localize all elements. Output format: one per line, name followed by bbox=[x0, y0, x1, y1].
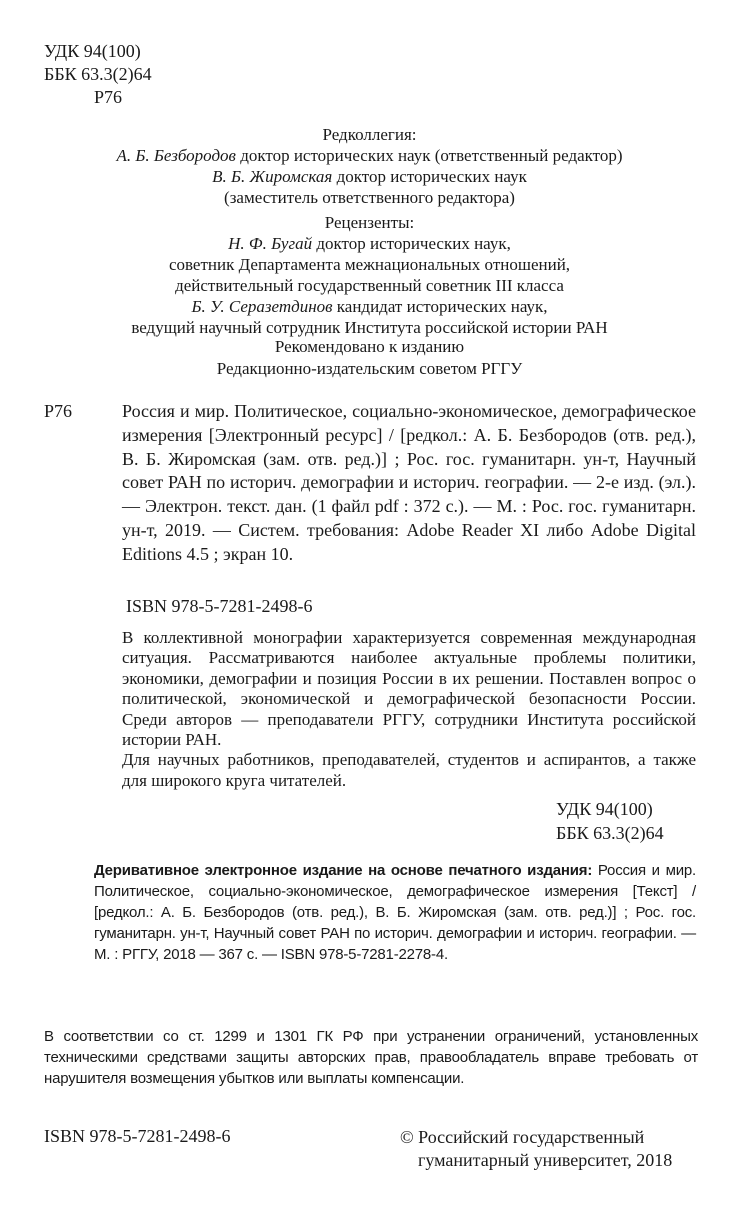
classification-block bbox=[44, 40, 152, 109]
catalog-entry: Россия и мир. Политическое, социально-экономическое, демографическое измерения [Электронный ресурс] / [редкол.: А. Б. Безбородов (отв. ред.), В. Б. Жиромская (зам. отв. ред.)] ; Рос. гос. гуманитарн. ун-т, Научный совет РАН по историч. демографии и историч. географии. — 2-е изд. (эл.). — Электрон. текст. дан. (1 файл pdf : 372 с.). — М. : Рос. гос. гуманитарн. ун-т, 2019. — Систем. требования: Adobe Reader XI либо Adobe Digital Editions 4.5 ; экран 10. bbox=[122, 401, 696, 564]
reviewers bbox=[0, 212, 739, 338]
editorial-member-2 bbox=[0, 166, 739, 187]
member-role: доктор исторических наук (ответственный редактор) bbox=[240, 146, 623, 165]
recommendation bbox=[0, 336, 739, 380]
reviewer-1 bbox=[0, 233, 739, 254]
footer-isbn: ISBN 978-5-7281-2498-6 bbox=[44, 1126, 231, 1146]
author-mark: Р76 bbox=[94, 87, 123, 107]
catalog-mark: Р76 bbox=[44, 401, 73, 421]
editorial-member-2-role-cont: (заместитель ответственного редактора) bbox=[224, 188, 515, 207]
catalog-isbn: ISBN 978-5-7281-2498-6 bbox=[126, 596, 313, 616]
reviewers-heading: Рецензенты: bbox=[324, 213, 415, 232]
member-name: В. Б. Жиромская bbox=[212, 167, 333, 186]
annotation bbox=[122, 628, 696, 791]
copyright-line2: гуманитарный университет, 2018 bbox=[418, 1150, 673, 1170]
member-name: А. Б. Безбородов bbox=[116, 146, 236, 165]
reviewer-1-line3: действительный государственный советник III класса bbox=[175, 276, 564, 295]
reviewer-2 bbox=[0, 296, 739, 317]
member-role: доктор исторических наук bbox=[336, 167, 527, 186]
derivative-edition-note bbox=[94, 860, 696, 965]
annotation-paragraph-1: В коллективной монографии характеризуется современная международная ситуация. Рассматриваются наиболее актуальные проблемы политики, экономики, демографии и позиция России в их решении. Поставлен вопрос о политической, экономической и демографической безопасности России. Среди авторов — преподаватели РГГУ, сотрудники Института российской истории РАН. bbox=[122, 628, 696, 750]
derivative-label: Деривативное электронное издание на основе печатного издания: bbox=[94, 862, 593, 879]
derivative-text: Россия и мир. Политическое, социально-экономическое, демографическое измерения [Текст] / [редкол.: А. Б. Безбородов (отв. ред.), В. Б. Жиромская (зам. отв. ред.)] ; Рос. гос. гуманитарн. ун-т, Научный совет РАН по историч. демографии и историч. географии. — М. : РГГУ, 2018 — 367 с. — ISBN 978-5-7281-2278-4. bbox=[94, 862, 696, 963]
reviewer-name: Б. У. Серазетдинов bbox=[191, 297, 333, 316]
annotation-paragraph-2: Для научных работников, преподавателей, студентов и аспирантов, а также для широкого круга читателей. bbox=[122, 750, 696, 790]
copyright-line1: © Российский государственный bbox=[400, 1127, 645, 1147]
reviewer-role: кандидат исторических наук, bbox=[336, 297, 548, 316]
recommendation-line1: Рекомендовано к изданию bbox=[274, 337, 465, 356]
udk-code-repeat: УДК 94(100) bbox=[556, 799, 653, 819]
bbk-code: ББК 63.3(2)64 bbox=[44, 64, 152, 84]
udk-code: УДК 94(100) bbox=[44, 41, 141, 61]
classification-repeat bbox=[556, 797, 664, 845]
reviewer-name: Н. Ф. Бугай bbox=[228, 234, 313, 253]
editorial-member-1 bbox=[0, 145, 739, 166]
bbk-code-repeat: ББК 63.3(2)64 bbox=[556, 823, 664, 843]
reviewer-1-line2: советник Департамента межнациональных отношений, bbox=[168, 255, 571, 274]
copyright bbox=[400, 1126, 672, 1172]
reviewer-2-line2: ведущий научный сотрудник Института российской истории РАН bbox=[131, 318, 608, 337]
editorial-heading: Редколлегия: bbox=[322, 125, 417, 144]
reviewer-role: доктор исторических наук, bbox=[316, 234, 511, 253]
editorial-board bbox=[0, 124, 739, 208]
recommendation-line2: Редакционно-издательским советом РГГУ bbox=[216, 359, 523, 378]
legal-notice: В соответствии со ст. 1299 и 1301 ГК РФ при устранении ограничений, установленных техническими средствами защиты авторских прав, правообладатель вправе требовать от нарушителя возмещения убытков или выплаты компенсации. bbox=[44, 1028, 698, 1087]
